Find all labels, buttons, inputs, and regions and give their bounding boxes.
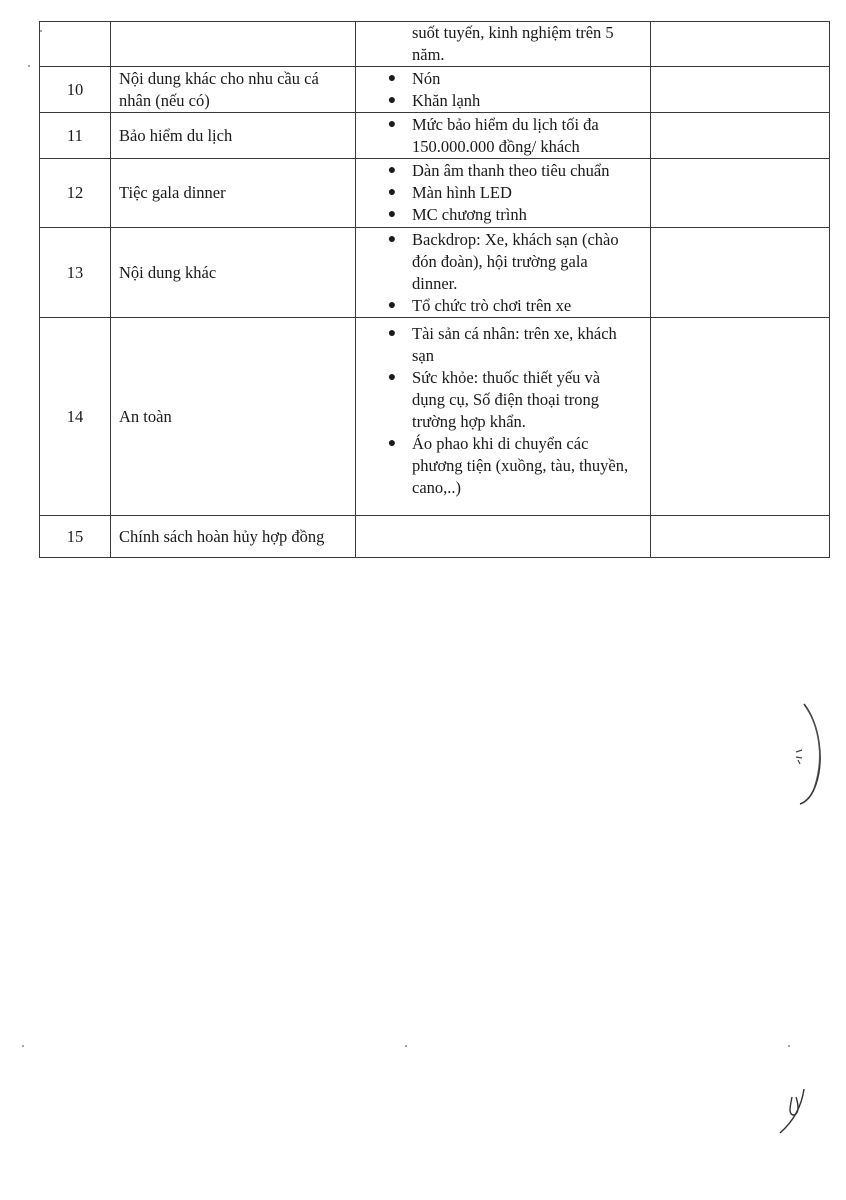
table-row: [40, 67, 830, 113]
table-row: [40, 516, 830, 558]
item-detail: [356, 228, 651, 318]
table-row: [40, 113, 830, 159]
detail-bullet-list: [356, 160, 650, 226]
bullet-icon: ●: [387, 436, 397, 451]
detail-bullet-list: [356, 68, 650, 112]
bullet-icon: ●: [387, 116, 397, 132]
bullet-icon: ●: [387, 207, 397, 222]
bullet-text: Nón: [412, 68, 441, 88]
detail-continuation-text: suốt tuyến, kinh nghiệm trên 5 năm.: [412, 23, 614, 64]
bullet-icon: ●: [387, 185, 397, 200]
row-number: 14: [40, 318, 111, 516]
signature-mark: [772, 1085, 822, 1135]
scan-speck: [40, 30, 42, 32]
item-note: [651, 22, 830, 67]
table-row: [40, 159, 830, 228]
bullet-text: Mức bảo hiểm du lịch tối đa 150.000.000 đồng/ khách: [412, 114, 599, 156]
bullet-icon: ●: [387, 231, 397, 247]
detail-bullet-list: [356, 114, 650, 158]
item-name: Chính sách hoàn hủy hợp đồng: [111, 516, 356, 558]
bullet-text: Tài sản cá nhân: trên xe, khách sạn: [412, 324, 617, 365]
list-item: [356, 367, 650, 433]
bullet-text: Backdrop: Xe, khách sạn (chào đón đoàn), hội trường gala dinner.: [412, 229, 619, 293]
item-note: [651, 516, 830, 558]
list-item: [356, 433, 650, 499]
item-name: Bảo hiểm du lịch: [111, 113, 356, 159]
list-item: [356, 68, 650, 90]
list-item: [356, 323, 650, 367]
bullet-icon: ●: [387, 163, 397, 178]
item-note: [651, 228, 830, 318]
bullet-text: Dàn âm thanh theo tiêu chuẩn: [412, 161, 610, 180]
list-item: [356, 90, 650, 112]
list-item: [356, 182, 650, 204]
item-note: [651, 113, 830, 159]
item-name: Tiệc gala dinner: [111, 159, 356, 228]
item-name: Nội dung khác: [111, 228, 356, 318]
bullet-text: MC chương trình: [412, 205, 527, 224]
bullet-text: Tổ chức trò chơi trên xe: [412, 295, 572, 315]
table-row: [40, 318, 830, 516]
bullet-icon: ●: [387, 70, 397, 86]
item-detail: [356, 159, 651, 228]
scan-speck: [788, 1045, 790, 1047]
item-detail: [356, 318, 651, 516]
bullet-icon: ●: [387, 370, 397, 385]
item-detail: [356, 516, 651, 558]
detail-bullet-list: [356, 229, 650, 317]
row-number: 13: [40, 228, 111, 318]
list-item: [356, 229, 650, 295]
item-detail: [356, 67, 651, 113]
item-name: An toàn: [111, 318, 356, 516]
item-detail: [356, 22, 651, 67]
bullet-text: Sức khỏe: thuốc thiết yếu và dụng cụ, Số điện thoại trong trường hợp khẩn.: [412, 368, 601, 431]
item-note: [651, 159, 830, 228]
row-number: 15: [40, 516, 111, 558]
scan-speck: [28, 65, 30, 67]
margin-initial-mark: [790, 700, 830, 810]
scan-speck: [405, 1045, 407, 1047]
bullet-icon: ●: [387, 326, 397, 341]
list-item: [356, 114, 650, 158]
bullet-icon: ●: [387, 92, 397, 108]
list-item: [356, 160, 650, 182]
table-row: [40, 228, 830, 318]
table-row: [40, 22, 830, 67]
item-name: Nội dung khác cho nhu cầu cá nhân (nếu có): [111, 67, 356, 113]
bullet-icon: ●: [387, 297, 397, 313]
item-note: [651, 67, 830, 113]
list-item: [356, 204, 650, 226]
detail-bullet-list: [356, 323, 650, 499]
bullet-text: Áo phao khi di chuyển các phương tiện (xuồng, tàu, thuyền, cano,..): [412, 434, 629, 497]
item-detail: [356, 113, 651, 159]
list-item: [356, 295, 650, 317]
row-number: 10: [40, 67, 111, 113]
service-spec-table: [39, 21, 830, 558]
scan-speck: [22, 1045, 24, 1047]
row-number: 12: [40, 159, 111, 228]
bullet-text: Màn hình LED: [412, 183, 512, 202]
row-number: 11: [40, 113, 111, 159]
row-number: [40, 22, 111, 67]
item-name: [111, 22, 356, 67]
bullet-text: Khăn lạnh: [412, 90, 481, 110]
item-note: [651, 318, 830, 516]
